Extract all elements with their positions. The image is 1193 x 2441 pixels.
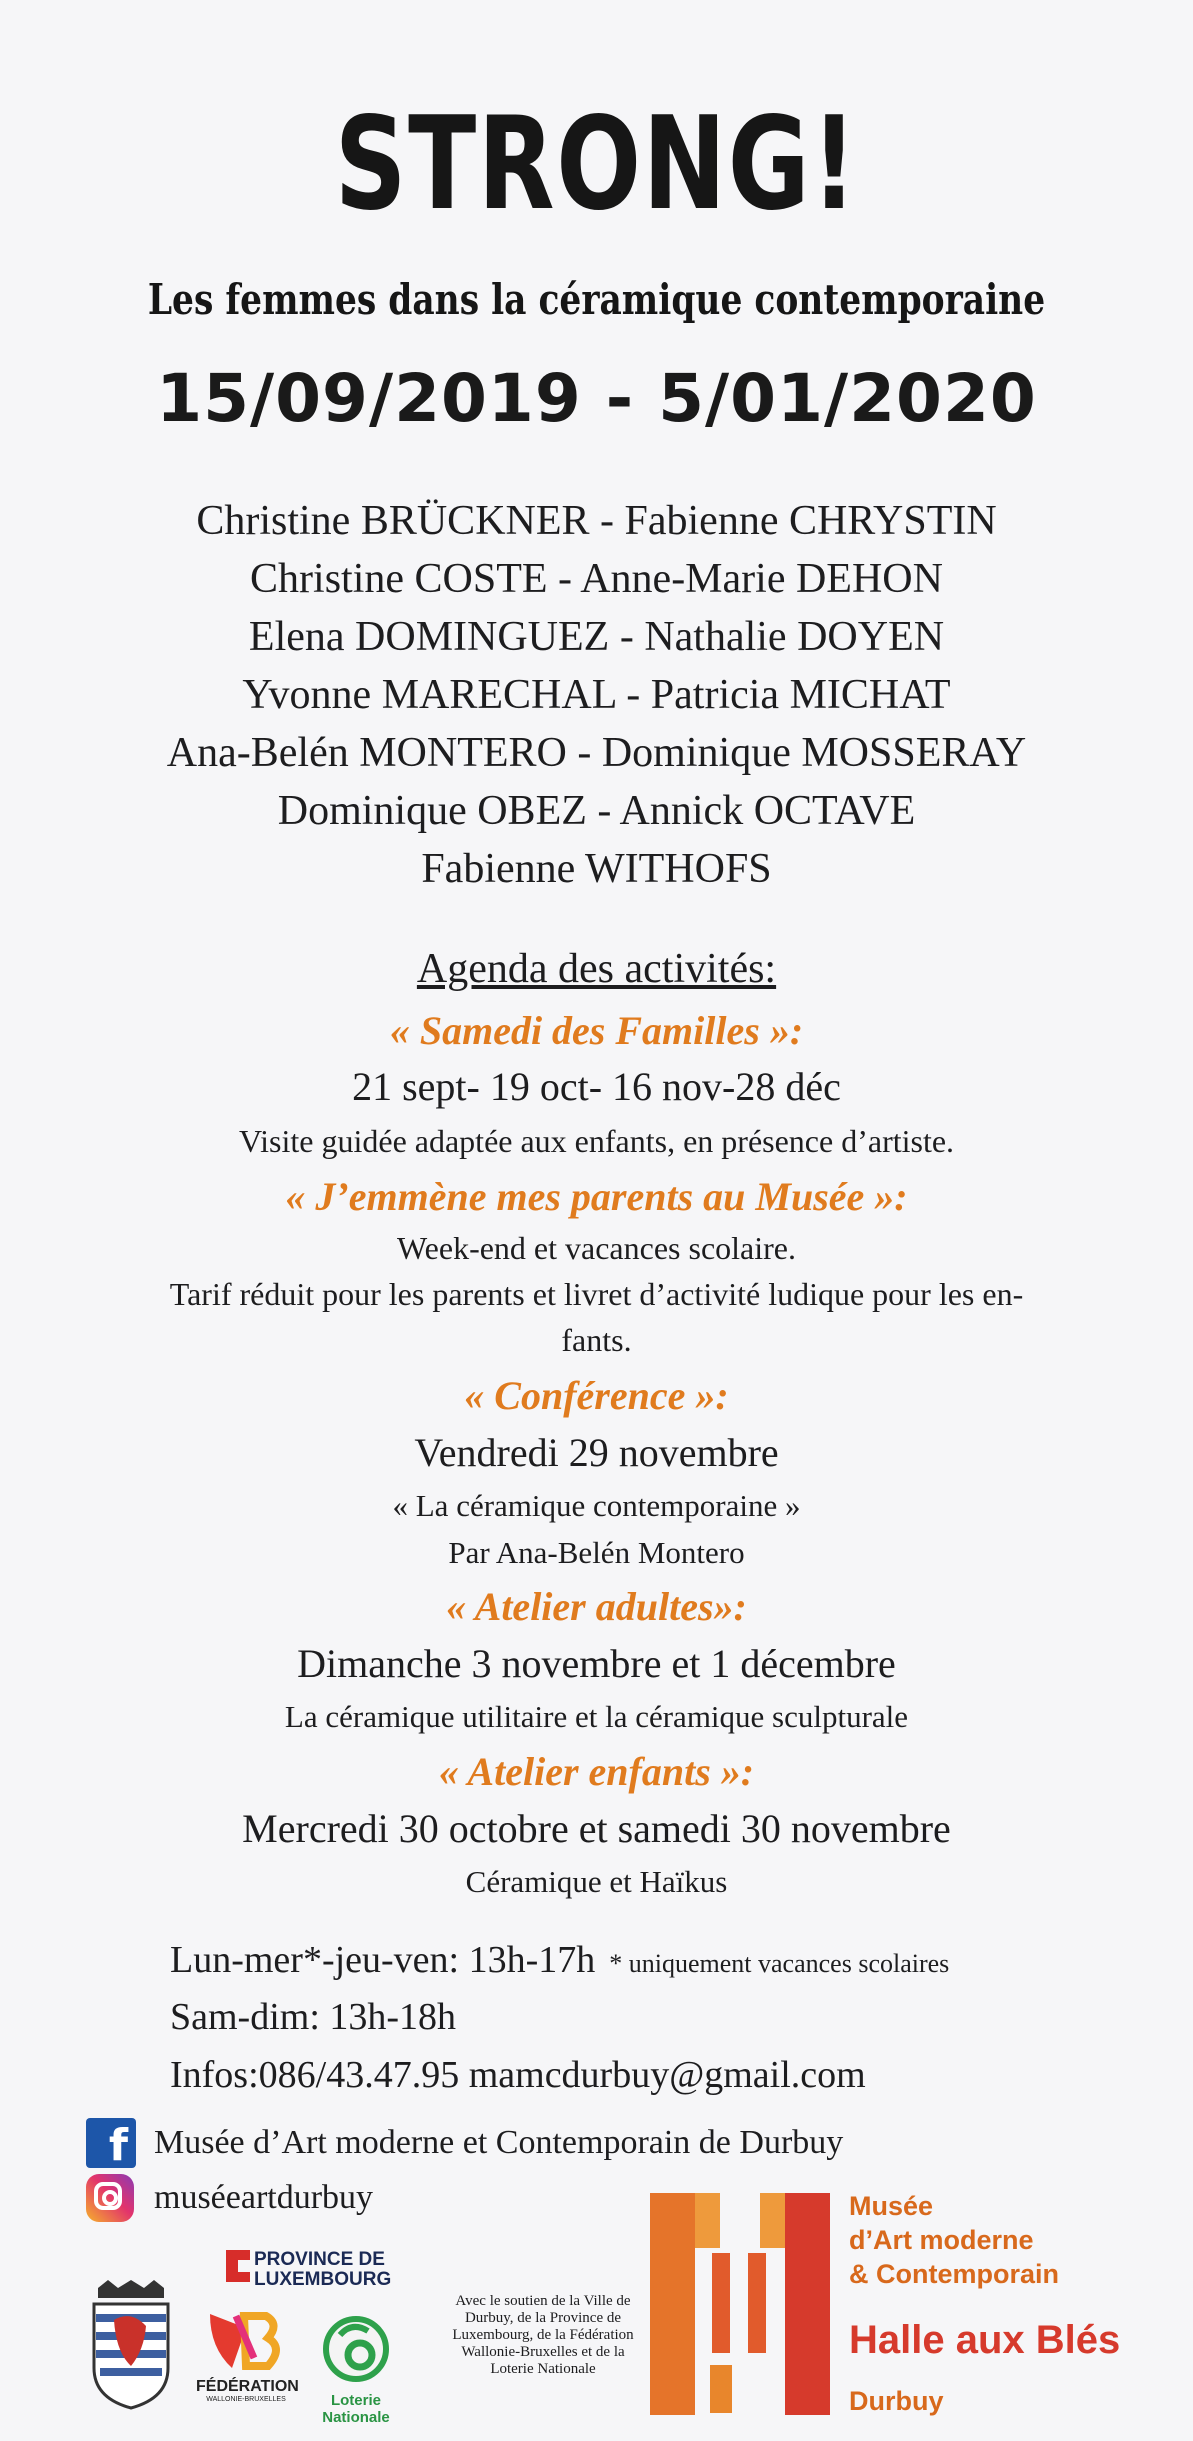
museum-name	[849, 2189, 1059, 2291]
adultes-desc: La céramique utilitaire et la céramique sculpturale	[284, 1699, 909, 1734]
museum-durbuy: Durbuy	[849, 2386, 944, 2416]
parents-title: « J’emmène mes parents au Musée »:	[285, 1174, 908, 1219]
conference-speaker: Par Ana-Belén Montero	[448, 1535, 745, 1570]
instagram-label: muséeartdurbuy	[154, 2179, 374, 2216]
parents-line3: fants.	[561, 1322, 632, 1358]
province-label-1: PROVINCE DE	[254, 2249, 385, 2270]
facebook-link[interactable]	[86, 2118, 844, 2171]
support-text: Avec le soutien de la Ville de Durbuy, de la Province de Luxembourg, de la Fédération Wallonie-Bruxelles et de la Loterie Nationale	[452, 2293, 634, 2377]
familles-desc: Visite guidée adaptée aux enfants, en présence d’artiste.	[238, 1123, 955, 1159]
parents-line1: Week-end et vacances scolaire.	[397, 1230, 796, 1266]
conference-topic: « La céramique contemporaine »	[392, 1488, 801, 1523]
hours-note: * uniquement vacances scolaires	[609, 1949, 950, 1978]
federation-label: FÉDÉRATION	[196, 2378, 299, 2395]
instagram-link[interactable]	[86, 2174, 373, 2222]
museum-name-line-3: & Contemporain	[849, 2259, 1060, 2289]
page-title: STRONG!	[334, 90, 859, 239]
museum-name-line-1: Musée	[849, 2191, 934, 2221]
province-logo-icon	[218, 2246, 258, 2286]
artist-line: Elena DOMINGUEZ - Nathalie DOYEN	[248, 614, 945, 660]
enfants-desc: Céramique et Haïkus	[465, 1864, 728, 1899]
hours-week	[170, 1938, 949, 1982]
enfants-title: « Atelier enfants »:	[438, 1749, 755, 1794]
museum-name-line-2: d’Art moderne	[849, 2225, 1034, 2255]
artist-line: Dominique OBEZ - Annick OCTAVE	[277, 788, 916, 834]
province-label-2: LUXEMBOURG	[254, 2269, 392, 2290]
hours-week-text: Lun-mer*-jeu-ven: 13h-17h	[170, 1939, 596, 1981]
loterie-logo-icon	[322, 2315, 390, 2383]
contact-info: Infos:086/43.47.95 mamcdurbuy@gmail.com	[170, 2054, 866, 2096]
page-subtitle: Les femmes dans la céramique contemporaine	[147, 275, 1046, 324]
durbuy-crest-icon	[86, 2280, 176, 2410]
hours-weekend: Sam-dim: 13h-18h	[170, 1996, 457, 2038]
facebook-icon: f	[86, 2118, 136, 2168]
agenda-heading: Agenda des activités:	[416, 946, 777, 992]
adultes-title: « Atelier adultes»:	[446, 1584, 747, 1629]
enfants-dates: Mercredi 30 octobre et samedi 30 novembre	[242, 1806, 951, 1851]
artist-list	[0, 492, 1193, 898]
artist-line: Christine COSTE - Anne-Marie DEHON	[250, 556, 943, 602]
federation-sub-label: WALLONIE-BRUXELLES	[206, 2396, 286, 2403]
museum-halle: Halle aux Blés	[849, 2318, 1121, 2362]
federation-logo-icon	[206, 2308, 284, 2374]
parents-line2: Tarif réduit pour les parents et livret d’activité ludique pour les en-	[169, 1276, 1024, 1312]
facebook-label: Musée d’Art moderne et Contemporain de Durbuy	[154, 2124, 844, 2161]
conference-title: « Conférence »:	[464, 1373, 729, 1418]
artist-line: Christine BRÜCKNER - Fabienne CHRYSTIN	[196, 498, 997, 544]
exhibition-dates: 15/09/2019 - 5/01/2020	[156, 360, 1037, 437]
familles-dates: 21 sept- 19 oct- 16 nov-28 déc	[352, 1064, 841, 1109]
artist-line: Ana-Belén MONTERO - Dominique MOSSERAY	[166, 730, 1027, 776]
conference-date: Vendredi 29 novembre	[414, 1430, 779, 1475]
adultes-dates: Dimanche 3 novembre et 1 décembre	[297, 1641, 896, 1686]
loterie-label: Loterie Nationale	[322, 2392, 390, 2426]
artist-line: Yvonne MARECHAL - Patricia MICHAT	[242, 672, 951, 718]
museum-logo-icon	[650, 2193, 830, 2415]
artist-line: Fabienne WITHOFS	[421, 846, 772, 892]
instagram-icon	[86, 2174, 134, 2222]
familles-title: « Samedi des Familles »:	[389, 1008, 804, 1053]
